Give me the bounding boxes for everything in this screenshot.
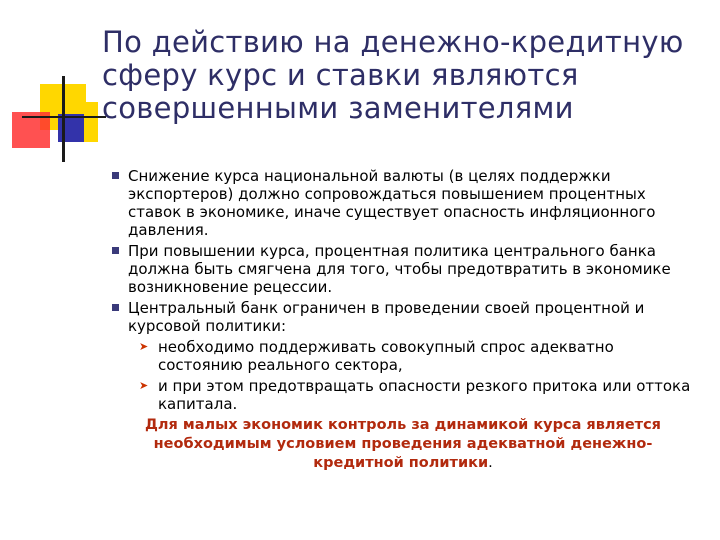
square-bullet-icon [112, 172, 119, 179]
bullet-text: При повышении курса, процентная политика центрального банка должна быть смягчена для того, чтобы предотвратить в экономике возникновение рецессии. [128, 242, 671, 296]
bullet-text: Снижение курса национальной валюты (в целях поддержки экспортеров) должно сопровождаться повышением процентных ставок в экономике, иначе существует опасность инфляционного давления. [128, 167, 656, 239]
arrow-bullet-icon: ➤ [139, 379, 149, 392]
slide-content [112, 167, 702, 473]
conclusion-period: . [488, 455, 493, 471]
arrow-bullet-icon: ➤ [139, 340, 149, 353]
conclusion-text [112, 416, 702, 473]
sub-bullet-text: и при этом предотвращать опасности резкого притока или оттока капитала. [158, 377, 691, 413]
bullet-item [112, 299, 702, 335]
sub-bullet-text: необходимо поддерживать совокупный спрос адекватно состоянию реального сектора, [158, 338, 614, 374]
decor-yellow-bar [84, 102, 98, 142]
bullet-item [112, 167, 702, 239]
square-bullet-icon [112, 304, 119, 311]
square-bullet-icon [112, 247, 119, 254]
decor-vertical-line [62, 76, 65, 162]
conclusion-body: Для малых экономик контроль за динамикой курса является необходимым условием проведения адекватной денежно-кредитной политики [145, 417, 661, 471]
bullet-item [112, 242, 702, 296]
decor-horizontal-line [22, 116, 106, 118]
bullet-text: Центральный банк ограничен в проведении своей процентной и курсовой политики: [128, 299, 645, 335]
sub-bullet-item [112, 338, 702, 374]
sub-bullet-item [112, 377, 702, 413]
slide-title: По действию на денежно-кредитную сферу курс и ставки являются совершенными заменителями [102, 25, 684, 125]
